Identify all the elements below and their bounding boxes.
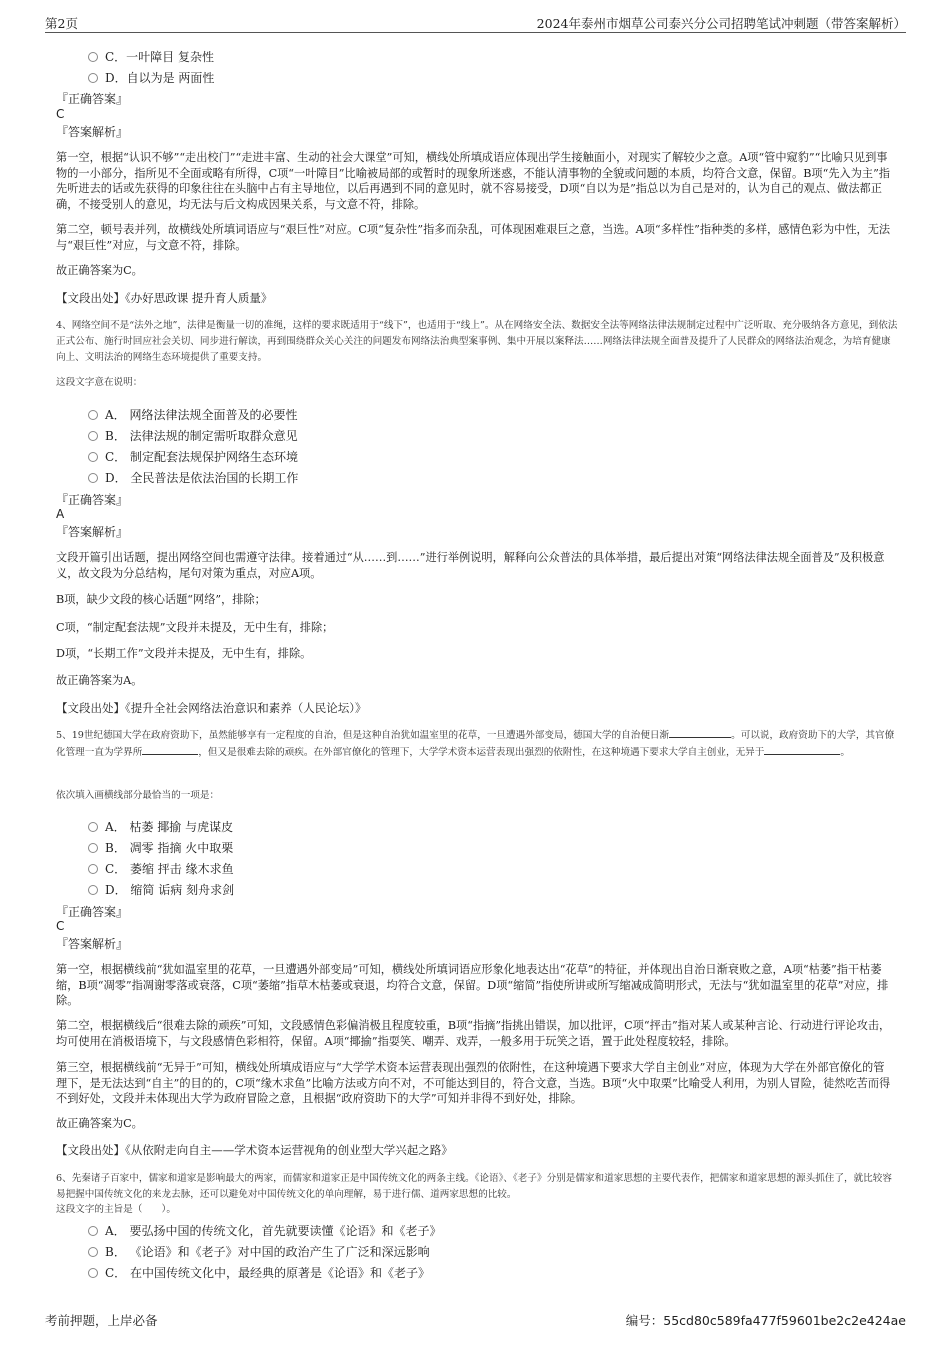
analysis-paragraph: 第一空，根据“认识不够”“走出校门”“走进丰富、生动的社会大课堂”可知，横线处所填成语应体现出学生接触面小，对现实了解较少之意。A项“管中窥豹”“比喻只见到事物的一小部分，指所见不全面或略有所得，C项“一叶障目”比喻被局部的或暂时的现象所迷惑，不能认清事物的全貌或问题的本质，均符合文意，保留。B项“先入为主”指先听进去的话或先获得的印象往往在头脑中占有主导地位，以后再遇到不同的意见时，就不容易接受，D项“自以为是”指总以为自己是对的，认为自己的观点、做法都正确，不接受别人的意见，均无法与后文构成因果关系，与文意不符，排除。 [56,151,890,211]
answer-label: 『正确答案』 [56,92,129,106]
radio-icon[interactable] [88,1226,98,1236]
question-stem: 4、网络空间不是“法外之地”，法律是衡量一切的准绳，这样的要求既适用于“线下”，也适用于“线上”。从在网络安全法、数据安全法等网络法律法规制定过程中广泛听取、充分吸纳各方意见，到依法正式公布、施行时回应社会关切、同步进行解读，再到围绕群众关心关注的问题发布网络法治典型案事例、集中开展以案释法……网络法律法规全面普及提升了人民群众的网络法治观念，为培育健康向上、文明法治的网络生态环境提供了重要支持。 [56,320,898,363]
radio-icon[interactable] [88,864,98,874]
answer-label: 『正确答案』 [56,905,129,919]
analysis-paragraph: D项，“长期工作”文段并未提及，无中生有，排除。 [56,647,312,660]
analysis-paragraph: 文段开篇引出话题，提出网络空间也需遵守法律。接着通过“从……到……”进行举例说明，解释向公众普法的具体举措，最后提出对策“网络法律法规全面普及”及积极意义，故文段为分总结构，尾句对策为重点，对应A项。 [56,551,885,580]
option-c[interactable]: C．一叶障目 复杂性 [88,48,214,65]
option-a[interactable]: A． 枯萎 揶揄 与虎谋皮 [88,818,233,835]
option-c[interactable]: C． 萎缩 抨击 缘木求鱼 [88,860,234,877]
source-citation: 【文段出处】《从依附走向自主——学术资本运营视角的创业型大学兴起之路》 [56,1143,453,1157]
radio-icon[interactable] [88,843,98,853]
analysis-conclusion: 故正确答案为A。 [56,674,143,687]
fill-blank [764,744,840,755]
page-number: 第2页 [45,16,78,31]
page-header [45,14,906,33]
radio-icon[interactable] [88,73,98,83]
fill-blank [142,744,198,755]
page-footer [45,1311,906,1331]
fill-blank [669,727,731,738]
option-a[interactable]: A． 要弘扬中国的传统文化，首先就要读懂《论语》和《老子》 [88,1222,441,1239]
option-a[interactable]: A． 网络法律法规全面普及的必要性 [88,406,297,423]
question-stem: 5、19世纪德国大学在政府资助下，虽然能够享有一定程度的自治，但是这种自治犹如温室里的花草，一旦遭遇外部变局，德国大学的自治便日渐 。可以说，政府资助下的大学，其官僚化管理一直为学界所 ，但又是很难去除的顽疾。在外部官僚化的管理下，大学学术资本运营表现出强烈的依附性，在这种境遇下要求大学自主创业，无异于 。 [56,727,898,761]
option-d[interactable]: D． 缩简 诟病 刻舟求剑 [88,881,234,898]
radio-icon[interactable] [88,1268,98,1278]
analysis-conclusion: 故正确答案为C。 [56,1117,143,1130]
answer-value: C [56,919,65,933]
analysis-conclusion: 故正确答案为C。 [56,264,143,277]
option-b[interactable]: B． 法律法规的制定需听取群众意见 [88,427,298,444]
analysis-label: 『答案解析』 [56,125,129,139]
radio-icon[interactable] [88,52,98,62]
answer-value: A [56,507,65,521]
question-prompt: 这段文字的主旨是（ ）。 [56,1204,176,1215]
answer-value: C [56,107,65,121]
question-prompt: 这段文字意在说明： [56,377,143,388]
question-prompt: 依次填入画横线部分最恰当的一项是： [56,790,220,801]
analysis-paragraph: 第二空，根据横线后“很难去除的顽疾”可知，文段感情色彩偏消极且程度较重，B项“指摘”指挑出错误，加以批评，C项“抨击”指对某人或某种言论、行动进行评论攻击，均可使用在消极语境下，与文段感情色彩相符，保留。A项“揶揄”指耍笑、嘲弄、戏弄，一般多用于玩笑之语，置于此处程度较轻，排除。 [56,1019,891,1048]
option-c[interactable]: C． 制定配套法规保护网络生态环境 [88,448,298,465]
radio-icon[interactable] [88,410,98,420]
option-b[interactable]: B． 凋零 指摘 火中取栗 [88,839,233,856]
source-citation: 【文段出处】《提升全社会网络法治意识和素养（人民论坛）》 [56,701,367,715]
radio-icon[interactable] [88,452,98,462]
radio-icon[interactable] [88,1247,98,1257]
analysis-paragraph: C项，“制定配套法规”文段并未提及，无中生有，排除； [56,621,334,634]
footer-slogan: 考前押题，上岸必备 [45,1313,158,1328]
document-code: 编号：55cd80c589fa477f59601be2c2e424ae [625,1313,906,1328]
option-d[interactable]: D．自以为是 两面性 [88,69,214,86]
radio-icon[interactable] [88,885,98,895]
analysis-paragraph: 第一空，根据横线前“犹如温室里的花草，一旦遭遇外部变局”可知，横线处所填词语应形象化地表达出“花草”的特征，并体现出自治日渐衰败之意，A项“枯萎”指干枯萎缩，B项“凋零”指凋谢零落或衰落，C项“萎缩”指草木枯萎或衰退，均符合文意，保留。D项“缩简”指使所讲或所写缩减成简明形式，无法与“犹如温室里的花草”对应，排除。 [56,963,889,1007]
radio-icon[interactable] [88,822,98,832]
option-c[interactable]: C． 在中国传统文化中，最经典的原著是《论语》和《老子》 [88,1264,430,1281]
analysis-paragraph: 第三空，根据横线前“无异于”可知，横线处所填成语应与“大学学术资本运营表现出强烈的依附性，在这种境遇下要求大学自主创业”对应，体现为大学在外部官僚化的管理下，是无法达到“自主”的目的的，C项“缘木求鱼”比喻方法或方向不对，不可能达到目的，符合文意，当选。B项“火中取栗”比喻受人利用，为别人冒险，徒然吃苦而得不到好处，文段并未体现出大学为政府冒险之意，且根据“政府资助下的大学”可知并非得不到好处，排除。 [56,1061,891,1105]
option-d[interactable]: D． 全民普法是依法治国的长期工作 [88,469,298,486]
document-title: 2024年泰州市烟草公司泰兴分公司招聘笔试冲刺题（带答案解析） [536,16,906,31]
analysis-label: 『答案解析』 [56,937,129,951]
question-stem: 6、先秦诸子百家中，儒家和道家是影响最大的两家，而儒家和道家正是中国传统文化的两条主线。《论语》、《老子》分别是儒家和道家思想的主要代表作，把儒家和道家思想的源头抓住了，就比较容易把握中国传统文化的来龙去脉，还可以避免对中国传统文化的单向理解，易于进行儒、道两家思想的比较。 [56,1173,892,1200]
analysis-paragraph: B项，缺少文段的核心话题“网络”，排除； [56,593,266,606]
option-b[interactable]: B． 《论语》和《老子》对中国的政治产生了广泛和深远影响 [88,1243,430,1260]
source-citation: 【文段出处】《办好思政课 提升育人质量》 [56,291,273,305]
radio-icon[interactable] [88,431,98,441]
analysis-paragraph: 第二空，顿号表并列，故横线处所填词语应与“艰巨性”对应。C项“复杂性”指多而杂乱，可体现困难艰巨之意，当选。A项“多样性”指种类的多样，感情色彩为中性，无法与“艰巨性”对应，与文意不符，排除。 [56,223,891,252]
radio-icon[interactable] [88,473,98,483]
answer-label: 『正确答案』 [56,493,129,507]
analysis-label: 『答案解析』 [56,525,129,539]
